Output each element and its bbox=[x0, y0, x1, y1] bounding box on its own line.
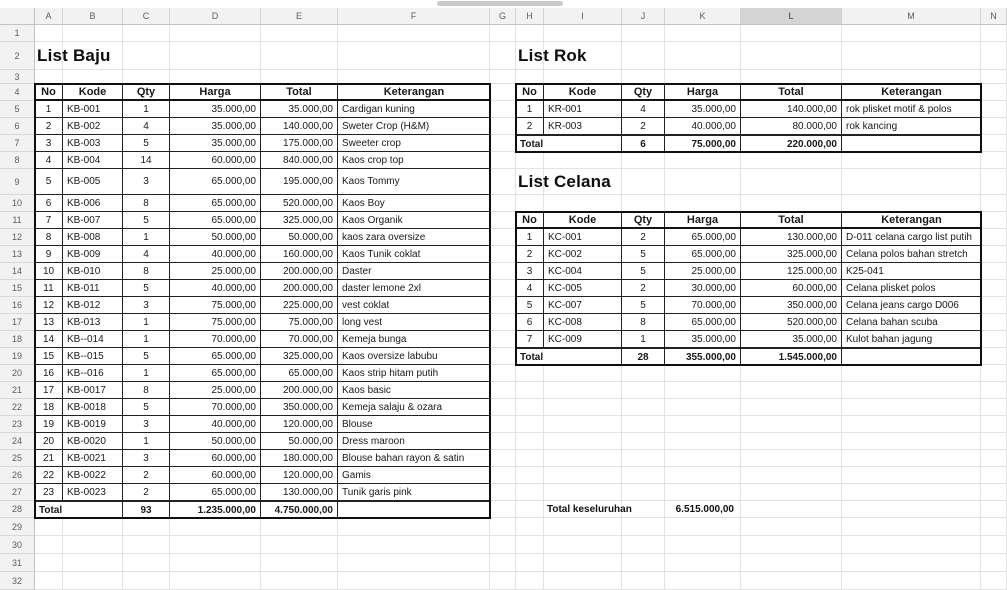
table-total-cell[interactable] bbox=[338, 501, 490, 518]
table-cell[interactable]: 325.000,00 bbox=[261, 212, 338, 229]
column-header-L[interactable]: L bbox=[741, 8, 842, 25]
table-cell[interactable]: 3 bbox=[123, 169, 170, 195]
table-cell[interactable]: Dress maroon bbox=[338, 433, 490, 450]
table-cell[interactable]: 70.000,00 bbox=[261, 331, 338, 348]
table-cell[interactable]: 75.000,00 bbox=[170, 314, 261, 331]
table-total-cell[interactable]: 93 bbox=[123, 501, 170, 518]
table-cell[interactable]: 350.000,00 bbox=[261, 399, 338, 416]
table-baju bbox=[35, 84, 490, 518]
table-cell[interactable]: KB-003 bbox=[63, 135, 123, 152]
table-cell[interactable]: KR-001 bbox=[544, 101, 622, 118]
table-total-cell[interactable]: 75.000,00 bbox=[665, 135, 741, 152]
table-cell[interactable]: 2 bbox=[622, 118, 665, 135]
table-cell[interactable]: KB-0020 bbox=[63, 433, 123, 450]
table-total-cell[interactable]: 1.545.000,00 bbox=[741, 348, 842, 365]
table-cell[interactable]: Kaos Organik bbox=[338, 212, 490, 229]
table-cell[interactable]: rok kancing bbox=[842, 118, 981, 135]
table-header-cell[interactable]: Keterangan bbox=[842, 212, 981, 229]
table-cell[interactable]: 65.000,00 bbox=[665, 229, 741, 246]
table-cell[interactable]: 5 bbox=[123, 348, 170, 365]
table-cell[interactable]: 15 bbox=[35, 348, 63, 365]
table-header-cell[interactable]: Kode bbox=[544, 212, 622, 229]
table-cell[interactable]: 4 bbox=[516, 280, 544, 297]
table-cell[interactable]: 40.000,00 bbox=[665, 118, 741, 135]
table-cell[interactable]: 2 bbox=[516, 246, 544, 263]
table-cell[interactable]: 1 bbox=[516, 229, 544, 246]
table-cell[interactable]: Kaos strip hitam putih bbox=[338, 365, 490, 382]
table-cell[interactable]: 35.000,00 bbox=[261, 101, 338, 118]
table-cell[interactable]: D-011 celana cargo list putih bbox=[842, 229, 981, 246]
table-cell[interactable]: Kaos crop top bbox=[338, 152, 490, 169]
table-cell[interactable]: Kulot bahan jagung bbox=[842, 331, 981, 348]
table-cell[interactable]: 130.000,00 bbox=[261, 484, 338, 501]
table-cell[interactable]: KB-0018 bbox=[63, 399, 123, 416]
table-cell[interactable]: 25.000,00 bbox=[170, 382, 261, 399]
table-cell[interactable]: 4 bbox=[622, 101, 665, 118]
table-cell[interactable]: 65.000,00 bbox=[261, 365, 338, 382]
table-cell[interactable]: 70.000,00 bbox=[170, 331, 261, 348]
table-cell[interactable]: 130.000,00 bbox=[741, 229, 842, 246]
table-cell[interactable]: Kemeja bunga bbox=[338, 331, 490, 348]
row-header-7[interactable]: 7 bbox=[0, 135, 35, 152]
table-cell[interactable]: Sweter Crop (H&M) bbox=[338, 118, 490, 135]
table-cell[interactable]: Blouse bahan rayon & satin bbox=[338, 450, 490, 467]
table-cell[interactable]: Gamis bbox=[338, 467, 490, 484]
table-cell[interactable]: 325.000,00 bbox=[261, 348, 338, 365]
table-cell[interactable]: rok plisket motif & polos bbox=[842, 101, 981, 118]
table-cell[interactable]: 5 bbox=[35, 169, 63, 195]
table-cell[interactable]: KC-007 bbox=[544, 297, 622, 314]
table-cell[interactable]: Tunik garis pink bbox=[338, 484, 490, 501]
table-cell[interactable]: 60.000,00 bbox=[170, 467, 261, 484]
table-cell[interactable]: 5 bbox=[123, 212, 170, 229]
column-header-D[interactable]: D bbox=[170, 8, 261, 25]
table-cell[interactable]: 35.000,00 bbox=[170, 118, 261, 135]
table-cell[interactable]: 2 bbox=[516, 118, 544, 135]
row-header-3[interactable]: 3 bbox=[0, 70, 35, 84]
row-header-20[interactable]: 20 bbox=[0, 365, 35, 382]
row-header-8[interactable]: 8 bbox=[0, 152, 35, 169]
table-total-cell[interactable]: 6 bbox=[622, 135, 665, 152]
row-header-24[interactable]: 24 bbox=[0, 433, 35, 450]
table-cell[interactable]: 7 bbox=[516, 331, 544, 348]
table-cell[interactable]: 5 bbox=[622, 263, 665, 280]
row-header-9[interactable]: 9 bbox=[0, 169, 35, 195]
table-cell[interactable]: 35.000,00 bbox=[741, 331, 842, 348]
table-cell[interactable]: 65.000,00 bbox=[170, 348, 261, 365]
table-cell[interactable]: 21 bbox=[35, 450, 63, 467]
row-header-5[interactable]: 5 bbox=[0, 101, 35, 118]
table-cell[interactable]: Kemeja salaju & ozara bbox=[338, 399, 490, 416]
table-cell[interactable]: 50.000,00 bbox=[261, 229, 338, 246]
table-cell[interactable]: 11 bbox=[35, 280, 63, 297]
table-cell[interactable]: 325.000,00 bbox=[741, 246, 842, 263]
column-header-N[interactable]: N bbox=[981, 8, 1007, 25]
table-cell[interactable]: 2 bbox=[123, 467, 170, 484]
table-cell[interactable]: KC-009 bbox=[544, 331, 622, 348]
table-cell[interactable]: 125.000,00 bbox=[741, 263, 842, 280]
table-cell[interactable]: 2 bbox=[35, 118, 63, 135]
table-cell[interactable]: 120.000,00 bbox=[261, 416, 338, 433]
table-cell[interactable]: 60.000,00 bbox=[741, 280, 842, 297]
table-cell[interactable]: 60.000,00 bbox=[170, 450, 261, 467]
table-cell[interactable]: 23 bbox=[35, 484, 63, 501]
table-cell[interactable]: 35.000,00 bbox=[170, 101, 261, 118]
table-cell[interactable]: 200.000,00 bbox=[261, 382, 338, 399]
table-cell[interactable]: 65.000,00 bbox=[170, 484, 261, 501]
title-baju[interactable]: List Baju bbox=[37, 46, 111, 65]
table-cell[interactable]: KB-011 bbox=[63, 280, 123, 297]
table-header-cell[interactable]: No bbox=[35, 84, 63, 101]
row-header-26[interactable]: 26 bbox=[0, 467, 35, 484]
column-header-M[interactable]: M bbox=[842, 8, 981, 25]
row-header-31[interactable]: 31 bbox=[0, 554, 35, 572]
table-cell[interactable]: 22 bbox=[35, 467, 63, 484]
table-header-cell[interactable]: Harga bbox=[170, 84, 261, 101]
table-cell[interactable]: KB-007 bbox=[63, 212, 123, 229]
table-total-cell[interactable]: 220.000,00 bbox=[741, 135, 842, 152]
row-header-30[interactable]: 30 bbox=[0, 536, 35, 554]
table-cell[interactable]: 140.000,00 bbox=[261, 118, 338, 135]
table-cell[interactable]: KR-003 bbox=[544, 118, 622, 135]
table-cell[interactable]: KB-0019 bbox=[63, 416, 123, 433]
table-cell[interactable]: KB-0023 bbox=[63, 484, 123, 501]
table-cell[interactable]: 65.000,00 bbox=[665, 314, 741, 331]
table-cell[interactable]: 350.000,00 bbox=[741, 297, 842, 314]
table-cell[interactable]: Daster bbox=[338, 263, 490, 280]
table-cell[interactable]: 30.000,00 bbox=[665, 280, 741, 297]
table-cell[interactable]: 1 bbox=[123, 365, 170, 382]
table-header-cell[interactable]: Qty bbox=[622, 84, 665, 101]
table-cell[interactable]: 3 bbox=[123, 450, 170, 467]
table-cell[interactable]: 8 bbox=[35, 229, 63, 246]
table-cell[interactable]: 5 bbox=[622, 246, 665, 263]
table-total-cell[interactable]: 1.235.000,00 bbox=[170, 501, 261, 518]
table-cell[interactable]: 18 bbox=[35, 399, 63, 416]
table-total-cell[interactable] bbox=[842, 135, 981, 152]
table-cell[interactable]: 70.000,00 bbox=[170, 399, 261, 416]
table-cell[interactable]: 65.000,00 bbox=[170, 169, 261, 195]
row-header-4[interactable]: 4 bbox=[0, 84, 35, 101]
table-cell[interactable]: long vest bbox=[338, 314, 490, 331]
table-cell[interactable]: 13 bbox=[35, 314, 63, 331]
table-cell[interactable]: Celana bahan scuba bbox=[842, 314, 981, 331]
table-cell[interactable]: KB-009 bbox=[63, 246, 123, 263]
table-cell[interactable]: Kaos Tunik coklat bbox=[338, 246, 490, 263]
table-cell[interactable]: 40.000,00 bbox=[170, 416, 261, 433]
table-cell[interactable]: 3 bbox=[123, 416, 170, 433]
table-cell[interactable]: 1 bbox=[123, 433, 170, 450]
table-cell[interactable]: 840.000,00 bbox=[261, 152, 338, 169]
table-cell[interactable]: 65.000,00 bbox=[170, 195, 261, 212]
table-cell[interactable]: 50.000,00 bbox=[170, 433, 261, 450]
row-header-18[interactable]: 18 bbox=[0, 331, 35, 348]
row-header-27[interactable]: 27 bbox=[0, 484, 35, 501]
row-header-6[interactable]: 6 bbox=[0, 118, 35, 135]
table-cell[interactable]: 520.000,00 bbox=[261, 195, 338, 212]
table-cell[interactable]: 140.000,00 bbox=[741, 101, 842, 118]
table-cell[interactable]: KB-001 bbox=[63, 101, 123, 118]
table-cell[interactable]: 180.000,00 bbox=[261, 450, 338, 467]
table-cell[interactable]: 4 bbox=[123, 118, 170, 135]
table-header-cell[interactable]: Harga bbox=[665, 84, 741, 101]
table-cell[interactable]: 1 bbox=[622, 331, 665, 348]
table-cell[interactable]: 120.000,00 bbox=[261, 467, 338, 484]
table-header-cell[interactable]: Kode bbox=[63, 84, 123, 101]
table-cell[interactable]: 1 bbox=[123, 331, 170, 348]
table-cell[interactable]: Blouse bbox=[338, 416, 490, 433]
table-cell[interactable]: KC-008 bbox=[544, 314, 622, 331]
table-cell[interactable]: 10 bbox=[35, 263, 63, 280]
column-header-J[interactable]: J bbox=[622, 8, 665, 25]
table-header-cell[interactable]: Keterangan bbox=[842, 84, 981, 101]
table-rok bbox=[516, 84, 981, 152]
table-cell[interactable]: 5 bbox=[123, 135, 170, 152]
table-cell[interactable]: Celana plisket polos bbox=[842, 280, 981, 297]
table-cell[interactable]: 4 bbox=[35, 152, 63, 169]
table-cell[interactable]: Kaos oversize labubu bbox=[338, 348, 490, 365]
table-header-cell[interactable]: No bbox=[516, 212, 544, 229]
table-cell[interactable]: 16 bbox=[35, 365, 63, 382]
table-cell[interactable]: KB-004 bbox=[63, 152, 123, 169]
table-cell[interactable]: KC-002 bbox=[544, 246, 622, 263]
table-cell[interactable]: 200.000,00 bbox=[261, 280, 338, 297]
table-cell[interactable]: KB-0022 bbox=[63, 467, 123, 484]
table-cell[interactable]: 2 bbox=[622, 280, 665, 297]
row-header-14[interactable]: 14 bbox=[0, 263, 35, 280]
table-header-cell[interactable]: Harga bbox=[665, 212, 741, 229]
table-cell[interactable]: 65.000,00 bbox=[170, 212, 261, 229]
table-cell[interactable]: 1 bbox=[123, 229, 170, 246]
title-rok[interactable]: List Rok bbox=[518, 46, 587, 65]
table-cell[interactable]: 17 bbox=[35, 382, 63, 399]
table-cell[interactable]: 160.000,00 bbox=[261, 246, 338, 263]
grand-total-label[interactable]: Total keseluruhan bbox=[547, 504, 632, 515]
row-header-10[interactable]: 10 bbox=[0, 195, 35, 212]
table-cell[interactable]: 225.000,00 bbox=[261, 297, 338, 314]
table-cell[interactable]: 1 bbox=[35, 101, 63, 118]
table-cell[interactable]: 6 bbox=[35, 195, 63, 212]
table-cell[interactable]: 12 bbox=[35, 297, 63, 314]
table-cell[interactable]: 40.000,00 bbox=[170, 246, 261, 263]
table-cell[interactable]: 5 bbox=[123, 280, 170, 297]
row-header-1[interactable]: 1 bbox=[0, 25, 35, 42]
table-header-cell[interactable]: Qty bbox=[123, 84, 170, 101]
table-cell[interactable]: 60.000,00 bbox=[170, 152, 261, 169]
table-cell[interactable]: 200.000,00 bbox=[261, 263, 338, 280]
table-cell[interactable]: 7 bbox=[35, 212, 63, 229]
column-header-I[interactable]: I bbox=[544, 8, 622, 25]
top-strip bbox=[0, 0, 1000, 8]
table-cell[interactable]: 20 bbox=[35, 433, 63, 450]
row-header-11[interactable]: 11 bbox=[0, 212, 35, 229]
table-cell[interactable]: kaos zara oversize bbox=[338, 229, 490, 246]
table-cell[interactable]: 8 bbox=[123, 195, 170, 212]
row-header-12[interactable]: 12 bbox=[0, 229, 35, 246]
table-cell[interactable]: 5 bbox=[123, 399, 170, 416]
horizontal-scrollbar-thumb[interactable] bbox=[437, 1, 563, 6]
row-header-15[interactable]: 15 bbox=[0, 280, 35, 297]
table-cell[interactable]: 25.000,00 bbox=[665, 263, 741, 280]
table-cell[interactable]: KB-008 bbox=[63, 229, 123, 246]
table-total-cell[interactable]: 355.000,00 bbox=[665, 348, 741, 365]
row-header-25[interactable]: 25 bbox=[0, 450, 35, 467]
row-header-16[interactable]: 16 bbox=[0, 297, 35, 314]
table-cell[interactable]: KB-010 bbox=[63, 263, 123, 280]
table-cell[interactable]: 65.000,00 bbox=[665, 246, 741, 263]
column-header-F[interactable]: F bbox=[338, 8, 490, 25]
table-cell[interactable]: 75.000,00 bbox=[261, 314, 338, 331]
table-cell[interactable]: 8 bbox=[123, 263, 170, 280]
table-cell[interactable]: 25.000,00 bbox=[170, 263, 261, 280]
table-cell[interactable]: 5 bbox=[622, 297, 665, 314]
column-header-G[interactable]: G bbox=[490, 8, 516, 25]
table-cell[interactable]: KB-0017 bbox=[63, 382, 123, 399]
table-cell[interactable]: 3 bbox=[123, 297, 170, 314]
table-cell[interactable]: 19 bbox=[35, 416, 63, 433]
table-cell[interactable]: 9 bbox=[35, 246, 63, 263]
table-cell[interactable]: K25-041 bbox=[842, 263, 981, 280]
column-header-B[interactable]: B bbox=[63, 8, 123, 25]
column-header-A[interactable]: A bbox=[35, 8, 63, 25]
table-header-cell[interactable]: No bbox=[516, 84, 544, 101]
table-total-label[interactable]: Total bbox=[516, 348, 622, 365]
row-header-23[interactable]: 23 bbox=[0, 416, 35, 433]
table-cell[interactable]: 14 bbox=[123, 152, 170, 169]
table-cell[interactable]: 8 bbox=[123, 382, 170, 399]
table-cell[interactable]: 6 bbox=[516, 314, 544, 331]
table-cell[interactable]: KB-006 bbox=[63, 195, 123, 212]
table-cell[interactable]: KB-0021 bbox=[63, 450, 123, 467]
table-total-label[interactable]: Total bbox=[35, 501, 123, 518]
column-header-K[interactable]: K bbox=[665, 8, 741, 25]
table-cell[interactable]: 3 bbox=[516, 263, 544, 280]
column-header-E[interactable]: E bbox=[261, 8, 338, 25]
table-cell[interactable]: 40.000,00 bbox=[170, 280, 261, 297]
table-cell[interactable]: 70.000,00 bbox=[665, 297, 741, 314]
table-cell[interactable]: 14 bbox=[35, 331, 63, 348]
table-cell[interactable]: 35.000,00 bbox=[665, 331, 741, 348]
table-cell[interactable]: 8 bbox=[622, 314, 665, 331]
row-header-28[interactable]: 28 bbox=[0, 501, 35, 518]
table-cell[interactable]: 1 bbox=[123, 101, 170, 118]
table-cell[interactable]: KB-002 bbox=[63, 118, 123, 135]
table-cell[interactable]: KB-012 bbox=[63, 297, 123, 314]
table-cell[interactable]: 2 bbox=[622, 229, 665, 246]
table-total-label[interactable]: Total bbox=[516, 135, 622, 152]
row-header-29[interactable]: 29 bbox=[0, 518, 35, 536]
table-header-cell[interactable]: Qty bbox=[622, 212, 665, 229]
table-header-cell[interactable]: Keterangan bbox=[338, 84, 490, 101]
table-header-cell[interactable]: Total bbox=[741, 84, 842, 101]
table-cell[interactable]: KB-005 bbox=[63, 169, 123, 195]
table-cell[interactable]: 3 bbox=[35, 135, 63, 152]
table-cell[interactable]: KC-001 bbox=[544, 229, 622, 246]
table-total-cell[interactable]: 28 bbox=[622, 348, 665, 365]
table-cell[interactable]: 520.000,00 bbox=[741, 314, 842, 331]
grand-total-value[interactable]: 6.515.000,00 bbox=[675, 504, 734, 515]
column-header-C[interactable]: C bbox=[123, 8, 170, 25]
column-header-H[interactable]: H bbox=[516, 8, 544, 25]
table-celana bbox=[516, 212, 981, 365]
table-cell[interactable]: Celana polos bahan stretch bbox=[842, 246, 981, 263]
table-cell[interactable]: 175.000,00 bbox=[261, 135, 338, 152]
row-header-2[interactable]: 2 bbox=[0, 42, 35, 70]
table-cell[interactable]: KC-004 bbox=[544, 263, 622, 280]
table-cell[interactable]: 4 bbox=[123, 246, 170, 263]
table-cell[interactable]: 65.000,00 bbox=[170, 365, 261, 382]
table-cell[interactable]: daster lemone 2xl bbox=[338, 280, 490, 297]
table-cell[interactable]: Kaos Boy bbox=[338, 195, 490, 212]
table-header-cell[interactable]: Kode bbox=[544, 84, 622, 101]
table-cell[interactable]: Cardigan kuning bbox=[338, 101, 490, 118]
table-cell[interactable]: Kaos Tommy bbox=[338, 169, 490, 195]
title-celana[interactable]: List Celana bbox=[518, 172, 611, 191]
table-cell[interactable]: Kaos basic bbox=[338, 382, 490, 399]
row-header-19[interactable]: 19 bbox=[0, 348, 35, 365]
row-header-32[interactable]: 32 bbox=[0, 572, 35, 590]
table-cell[interactable]: vest coklat bbox=[338, 297, 490, 314]
row-header-22[interactable]: 22 bbox=[0, 399, 35, 416]
table-cell[interactable]: 1 bbox=[516, 101, 544, 118]
table-cell[interactable]: Celana jeans cargo D006 bbox=[842, 297, 981, 314]
table-cell[interactable]: 2 bbox=[123, 484, 170, 501]
row-header-13[interactable]: 13 bbox=[0, 246, 35, 263]
table-cell[interactable]: 1 bbox=[123, 314, 170, 331]
table-header-cell[interactable]: Total bbox=[261, 84, 338, 101]
table-cell[interactable]: 35.000,00 bbox=[170, 135, 261, 152]
table-cell[interactable]: KC-005 bbox=[544, 280, 622, 297]
table-cell[interactable]: 75.000,00 bbox=[170, 297, 261, 314]
table-cell[interactable]: KB--014 bbox=[63, 331, 123, 348]
table-cell[interactable]: Sweeter crop bbox=[338, 135, 490, 152]
table-cell[interactable]: 195.000,00 bbox=[261, 169, 338, 195]
row-header-21[interactable]: 21 bbox=[0, 382, 35, 399]
table-cell[interactable]: KB--015 bbox=[63, 348, 123, 365]
table-cell[interactable]: 5 bbox=[516, 297, 544, 314]
table-cell[interactable]: KB-013 bbox=[63, 314, 123, 331]
table-cell[interactable]: KB--016 bbox=[63, 365, 123, 382]
table-total-cell[interactable]: 4.750.000,00 bbox=[261, 501, 338, 518]
row-header-17[interactable]: 17 bbox=[0, 314, 35, 331]
table-cell[interactable]: 35.000,00 bbox=[665, 101, 741, 118]
table-cell[interactable]: 50.000,00 bbox=[170, 229, 261, 246]
table-cell[interactable]: 80.000,00 bbox=[741, 118, 842, 135]
table-cell[interactable]: 50.000,00 bbox=[261, 433, 338, 450]
table-header-cell[interactable]: Total bbox=[741, 212, 842, 229]
table-total-cell[interactable] bbox=[842, 348, 981, 365]
